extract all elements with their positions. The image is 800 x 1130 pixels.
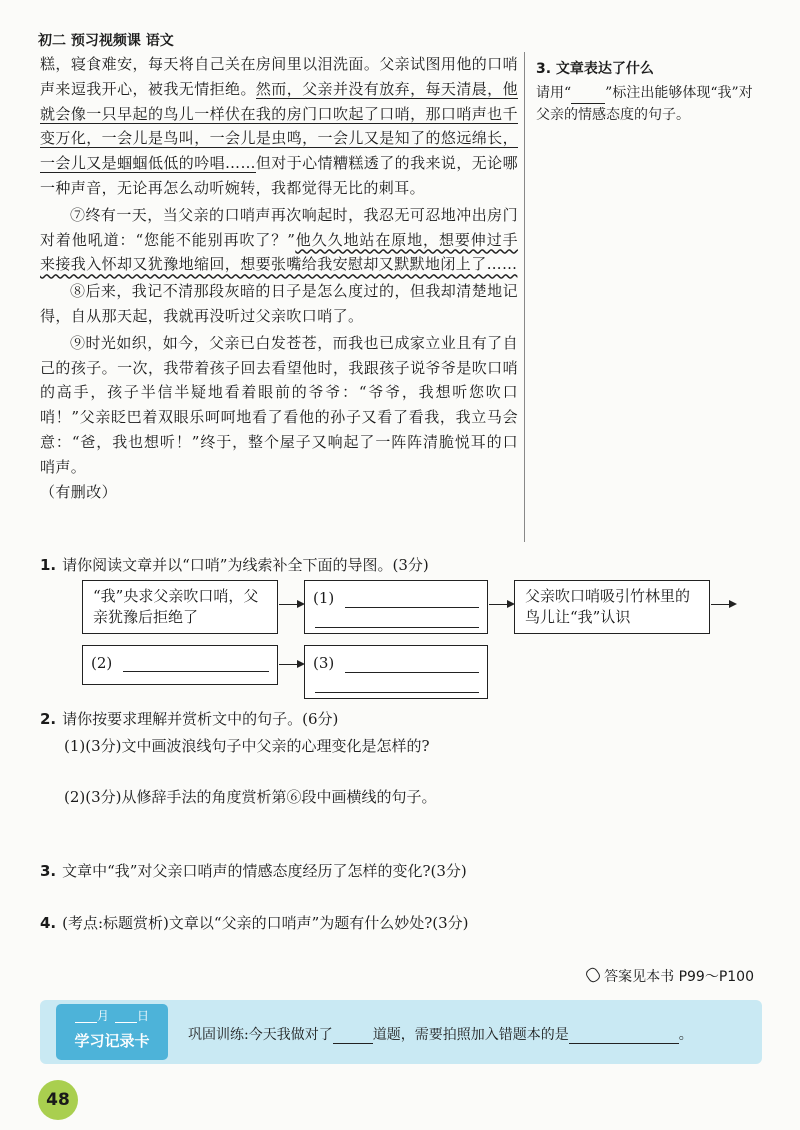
- map-box-1-text: “我”央求父亲吹口哨，父亲犹豫后拒绝了: [93, 587, 259, 626]
- reading-passage: [40, 52, 518, 504]
- paperclip-icon: [584, 966, 602, 984]
- paragraph-6-start: 糕，寝食难安，每天将自己关在房间里以泪洗面。父亲试图用他的口哨声来逗我开心，被我无情拒绝。: [40, 55, 518, 98]
- study-record-card: [40, 1000, 762, 1064]
- answer-line[interactable]: [315, 692, 479, 693]
- date-field[interactable]: [66, 1009, 158, 1023]
- question-1: [40, 554, 429, 575]
- map-box-2[interactable]: [304, 580, 488, 634]
- question-4-text: (考点:标题赏析)文章以“父亲的口哨声”为题有什么妙处?(3分): [62, 914, 469, 932]
- question-2: [40, 708, 338, 729]
- map-box-4[interactable]: [82, 645, 278, 685]
- answer-line[interactable]: [123, 671, 269, 672]
- question-1-text: 请你阅读文章并以“口哨”为线索补全下面的导图。(3分): [62, 556, 429, 574]
- month-label: 月: [96, 1009, 109, 1023]
- count-blank[interactable]: [333, 1043, 373, 1044]
- map-box-3: [514, 580, 710, 634]
- card-title: 学习记录卡: [74, 1032, 150, 1050]
- map-box-5[interactable]: [304, 645, 488, 699]
- map-box-5-label: (3): [313, 654, 335, 672]
- underline-sample: [571, 103, 605, 104]
- question-4-number: 4.: [40, 914, 57, 932]
- day-label: 日: [137, 1009, 150, 1023]
- paragraph-7: [40, 203, 518, 277]
- underlined-sentence: 然而，父亲并没有放弃，每天清晨，他就会像一只早起的鸟儿一样伏在我的房门口吹起了口哨，那口哨声也千变万化，一会儿是鸟叫，一会儿是虫鸣，一会儿又是知了的悠远绵长，一会儿又是蝈蝈低低的吟唱……: [40, 79, 518, 173]
- map-box-2-label: (1): [313, 589, 335, 607]
- month-blank[interactable]: [75, 1022, 97, 1023]
- question-2-number: 2.: [40, 710, 57, 728]
- question-2-part-2: (2)(3分)从修辞手法的角度赏析第⑥段中画横线的句子。: [64, 788, 437, 806]
- question-3: [40, 860, 467, 881]
- answer-reference: [587, 966, 754, 986]
- card-text: [188, 1024, 693, 1044]
- card-text-end: 。: [678, 1027, 693, 1043]
- question-2-text: 请你按要求理解并赏析文中的句子。(6分): [62, 710, 339, 728]
- sidebar-title: 3. 文章表达了什么: [536, 61, 654, 77]
- map-box-3-text: 父亲吹口哨吸引竹林里的鸟儿让“我”认识: [525, 587, 691, 626]
- edited-note: （有删改）: [40, 482, 118, 501]
- paragraph-6-end: 但对于心情糟糕透了的我来说，无论哪一种声音，无论再怎么动听婉转，我都觉得无比的刺耳。: [40, 154, 518, 197]
- map-arrow-1: [279, 604, 303, 605]
- day-blank[interactable]: [115, 1022, 137, 1023]
- sidebar-text: [536, 82, 764, 126]
- card-text-middle: 道题，需要拍照加入错题本的是: [372, 1027, 569, 1043]
- paragraph-6: [40, 52, 518, 201]
- question-3-text: 文章中“我”对父亲口哨声的情感态度经历了怎样的变化?(3分): [62, 862, 467, 880]
- page-number: 48: [38, 1080, 78, 1120]
- mistakes-blank[interactable]: [569, 1043, 679, 1044]
- card-text-start: 巩固训练:今天我做对了: [188, 1027, 333, 1043]
- paragraph-9: ⑨时光如织，如今，父亲已白发苍苍，而我也已成家立业且有了自己的孩子。一次，我带着孩子回去看望他时，我跟孩子说爷爷是吹口哨的高手，孩子半信半疑地看着眼前的爷爷：“爷爷，我想听您吹口哨！”父亲眨巴着双眼乐呵呵地看了看他的孙子又看了看我，我立马会意：“爸，我也想听！”终于，整个屋子又响起了一阵阵清脆悦耳的口哨声。: [40, 333, 518, 476]
- column-divider: [524, 52, 525, 542]
- sidebar-tip: [536, 58, 764, 126]
- map-box-4-label: (2): [91, 654, 113, 672]
- wavy-underlined-sentence: 他久久地站在原地，想要伸过手来接我入怀却又犹豫地缩回，想要张嘴给我安慰却又默默地闭上了……: [40, 230, 518, 274]
- map-arrow-2: [489, 604, 513, 605]
- answer-line[interactable]: [315, 627, 479, 628]
- map-arrow-3: [711, 604, 735, 605]
- paragraph-7-start: ⑦终有一天，当父亲的口哨声再次响起时，我忍无可忍地冲出房门对着他吼道：“您能不能别再吹了？”: [40, 205, 518, 249]
- answer-reference-text: 答案见本书 P99～P100: [604, 969, 754, 985]
- paragraph-8: ⑧后来，我记不清那段灰暗的日子是怎么度过的，但我却清楚地记得，自从那天起，我就再没听过父亲吹口哨了。: [40, 282, 518, 325]
- sidebar-text-end: ”标注出能够体现“我”对父亲的情感态度的句子。: [536, 85, 753, 123]
- map-arrow-4: [279, 664, 303, 665]
- sidebar-text-start: 请用“: [536, 85, 572, 101]
- page-header: 初二 预习视频课 语文: [38, 33, 174, 49]
- answer-line[interactable]: [345, 672, 479, 673]
- question-2-part-1: (1)(3分)文中画波浪线句子中父亲的心理变化是怎样的?: [64, 737, 430, 755]
- card-badge: [56, 1004, 168, 1060]
- question-3-number: 3.: [40, 862, 57, 880]
- question-4: [40, 912, 469, 933]
- answer-line[interactable]: [345, 607, 479, 608]
- map-box-1: [82, 580, 278, 634]
- question-1-number: 1.: [40, 556, 57, 574]
